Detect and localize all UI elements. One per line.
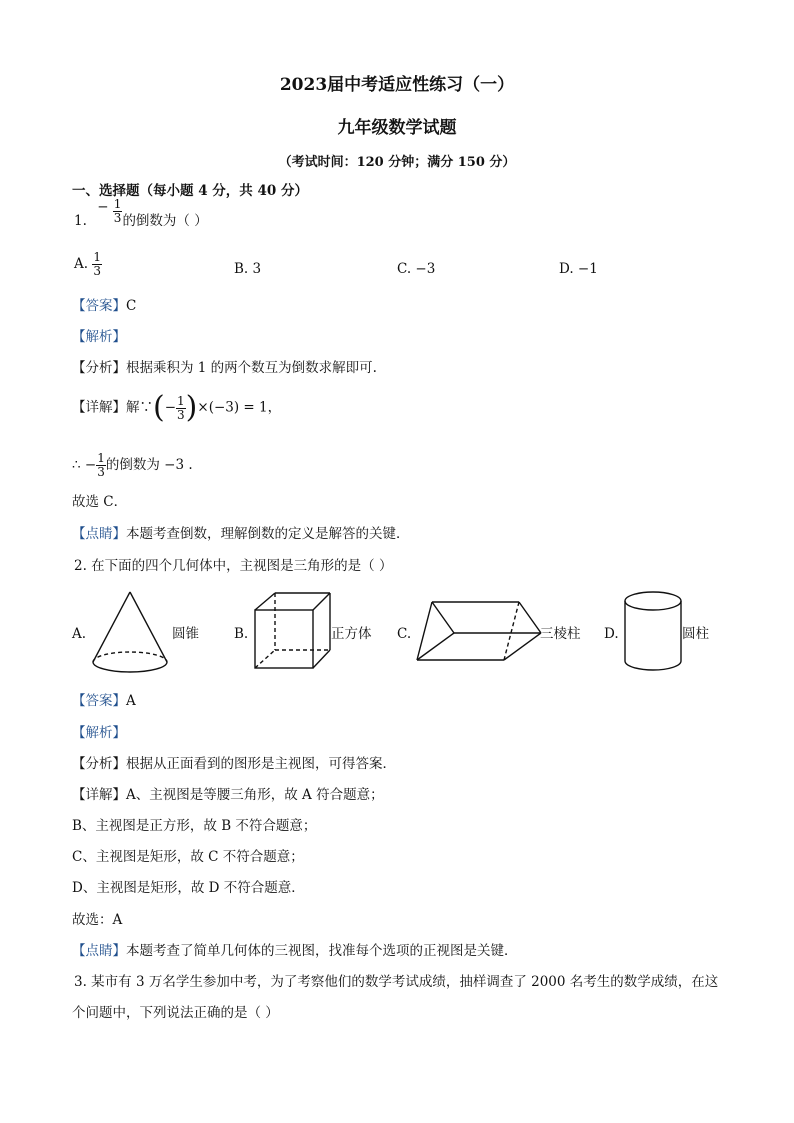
option-a-name: 圆锥 (172, 626, 199, 642)
fenxi-line-2 (72, 755, 396, 773)
detail-tag: 【详解】 (72, 399, 126, 416)
fenxi-line (72, 359, 377, 377)
question-stem: 的倒数为（ ） (122, 213, 208, 229)
answer-line-2 (72, 692, 136, 710)
therefore-suffix: 的倒数为 −3 . (105, 457, 193, 473)
comment-tag: 【点睛】 (72, 526, 126, 542)
question-3-line-2: 个问题中，下列说法正确的是（ ） (72, 1005, 279, 1021)
detail-minus: − (164, 399, 177, 416)
detail-c: C、主视图是矩形，故 C 不符合题意； (72, 849, 304, 865)
detail-d: D、主视图是矩形，故 D 不符合题意． (72, 880, 305, 896)
option-b: B. 3 (234, 261, 262, 277)
option-c-name: 三棱柱 (540, 626, 581, 642)
detail-b: B、主视图是正方形，故 B 不符合题意； (72, 818, 317, 834)
comment-text: 本题考查了简单几何体的三视图，找准每个选项的正视图是关键． (126, 943, 518, 959)
page-subtitle: 九年级数学试题 (337, 118, 457, 138)
answer-tag: 【答案】 (72, 298, 126, 314)
comment-line-2 (72, 942, 518, 960)
numerator: 1 (113, 197, 122, 211)
option-d: D. −1 (559, 261, 598, 277)
detail-line (72, 390, 282, 425)
denominator: 3 (113, 211, 122, 225)
left-paren: ( (153, 390, 165, 425)
question-3-line-1: 3. 某市有 3 万名学生参加中考，为了考察他们的数学考试成绩，抽样调查了 2000 名考生的数学成绩，在这 (74, 974, 719, 990)
comment-text: 本题考查倒数，理解倒数的定义是解答的关键． (126, 526, 410, 542)
option-c-label: C. (397, 626, 412, 642)
option-a (74, 251, 102, 278)
comment-line (72, 525, 410, 543)
fraction-option-a (92, 251, 102, 278)
cylinder-icon (622, 589, 684, 675)
option-d-label: D. (604, 626, 619, 642)
answer-line (72, 297, 136, 315)
option-d-name: 圆柱 (682, 626, 709, 642)
answer-value: C (126, 298, 137, 314)
question-1 (74, 197, 208, 235)
choose-line-2: 故选：A (72, 912, 123, 928)
analysis-tag-2: 【解析】 (72, 725, 126, 741)
fraction-one-third (113, 198, 123, 225)
option-b-label: B. (234, 626, 249, 642)
option-c: C. −3 (397, 261, 436, 277)
right-paren: ) (185, 390, 198, 425)
triangular-prism-icon (414, 598, 544, 666)
question-number: 1. (74, 213, 87, 229)
detail-fraction (176, 395, 186, 422)
denominator: 3 (93, 264, 101, 278)
denominator: 3 (97, 465, 105, 479)
option-a-label: A. (72, 626, 87, 642)
detail-prefix: 解∵ (126, 399, 153, 416)
therefore-fraction (96, 452, 106, 479)
option-b-name: 正方体 (331, 626, 372, 642)
numerator: 1 (97, 451, 105, 465)
therefore-line (72, 452, 193, 479)
section-heading: 一、选择题（每小题 4 分，共 40 分） (72, 183, 308, 199)
numerator: 1 (177, 393, 185, 408)
question-2-stem: 2. 在下面的四个几何体中，主视图是三角形的是（ ） (74, 558, 393, 574)
detail-line-2 (72, 786, 384, 804)
detail-suffix: ×(−3) = 1， (197, 399, 282, 416)
numerator: 1 (93, 250, 101, 264)
comment-tag: 【点睛】 (72, 943, 126, 959)
cube-icon (252, 590, 334, 676)
minus-sign: − (97, 199, 109, 215)
option-label: A. (74, 256, 89, 272)
fenxi-tag: 【分析】 (72, 756, 126, 772)
page-title: 2023届中考适应性练习（一） (279, 75, 515, 95)
therefore-prefix: ∴ − (72, 457, 97, 473)
detail-tag: 【详解】 (72, 787, 126, 803)
detail-a: A、主视图是等腰三角形，故 A 符合题意； (126, 787, 384, 803)
fenxi-text: 根据乘积为 1 的两个数互为倒数求解即可. (126, 360, 377, 376)
exam-info: （考试时间：120 分钟；满分 150 分） (278, 155, 516, 170)
choose-line: 故选 C． (72, 494, 128, 510)
denominator: 3 (177, 407, 185, 422)
answer-tag: 【答案】 (72, 693, 126, 709)
fenxi-tag: 【分析】 (72, 360, 126, 376)
cone-icon (88, 588, 172, 674)
analysis-tag: 【解析】 (72, 329, 126, 345)
answer-value: A (126, 693, 136, 709)
fenxi-text: 根据从正面看到的图形是主视图，可得答案． (126, 756, 396, 772)
